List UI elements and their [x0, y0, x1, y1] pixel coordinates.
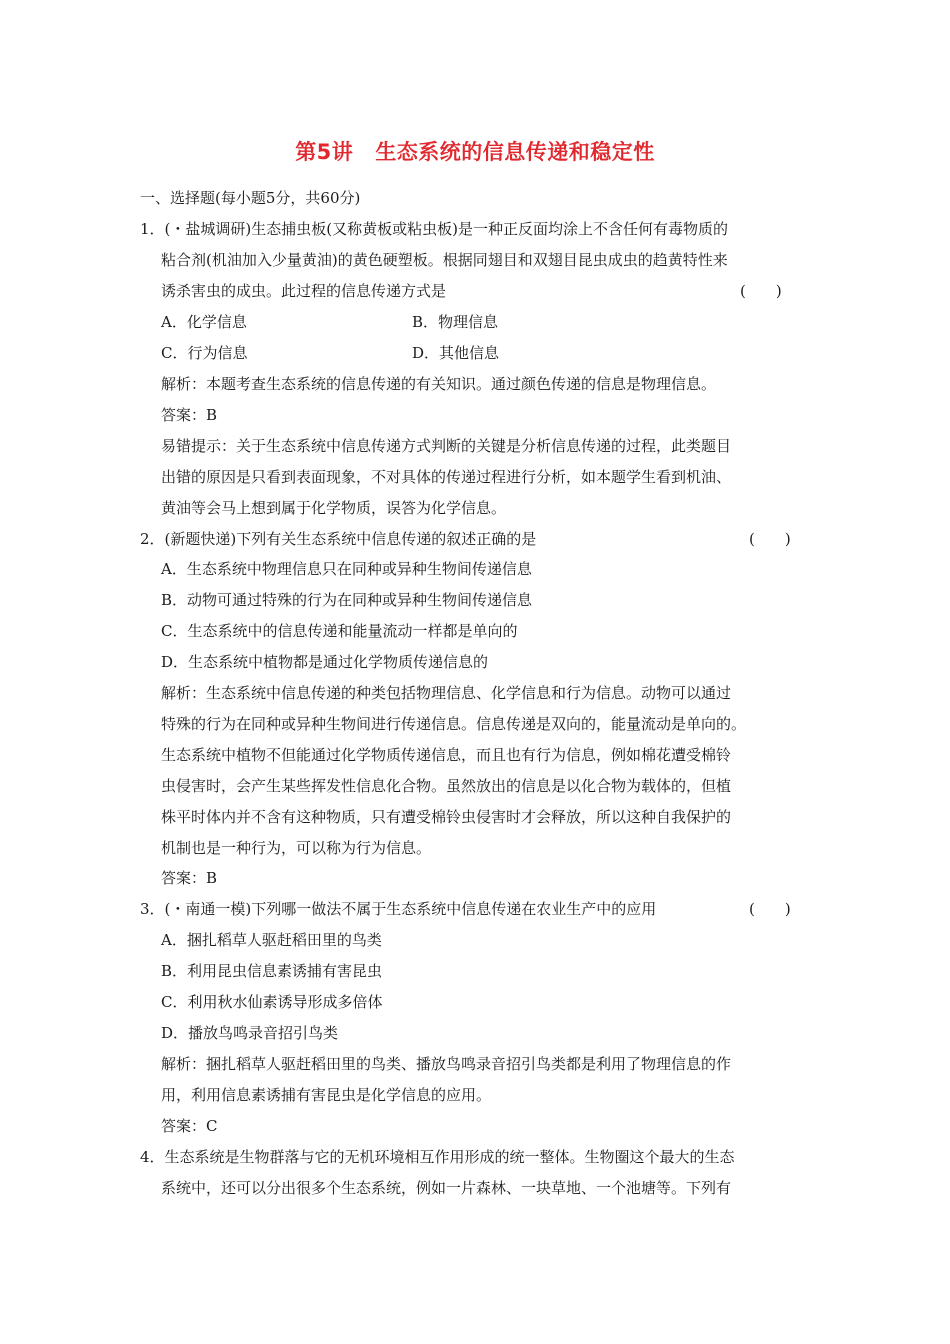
lesson-topic: 生态系统的信息传递和稳定性 [375, 140, 655, 164]
page-title [0, 136, 950, 166]
question-1-analysis: 解析：本题考查生态系统的信息传递的有关知识。通过颜色传递的信息是物理信息。 [161, 375, 717, 393]
question-1-line-3: 诱杀害虫的成虫。此过程的信息传递方式是 [161, 282, 447, 300]
question-2-analysis-line-2: 特殊的行为在同种或异种生物间进行传递信息。信息传递是双向的，能量流动是单向的。 [161, 715, 747, 733]
question-1-option-b: B．物理信息 [412, 313, 499, 331]
question-2-line-1: 2．(新题快递)下列有关生态系统中信息传递的叙述正确的是 [140, 530, 537, 548]
lesson-number: 第5讲 [295, 140, 354, 164]
question-2-analysis-line-1: 解析：生态系统中信息传递的种类包括物理信息、化学信息和行为信息。动物可以通过 [161, 684, 732, 702]
question-2-answer: 答案：B [161, 869, 218, 887]
question-2-option-c: C．生态系统中的信息传递和能量流动一样都是单向的 [161, 622, 518, 640]
question-3-answer-blank: ( ) [749, 900, 791, 918]
question-3-analysis-line-2: 用，利用信息素诱捕有害昆虫是化学信息的应用。 [161, 1086, 492, 1104]
question-3-option-a: A．捆扎稻草人驱赶稻田里的鸟类 [161, 931, 382, 949]
question-1-tip-line-3: 黄油等会马上想到属于化学物质，误答为化学信息。 [161, 499, 507, 517]
question-2-analysis-line-3: 生态系统中植物不但能通过化学物质传递信息，而且也有行为信息，例如棉花遭受棉铃 [161, 746, 732, 764]
question-2-answer-blank: ( ) [749, 530, 791, 548]
question-1-tip-line-2: 出错的原因是只看到表面现象，不对具体的传递过程进行分析，如本题学生看到机油、 [161, 468, 732, 486]
question-3-line-1: 3．(・南通一模)下列哪一做法不属于生态系统中信息传递在农业生产中的应用 [140, 900, 657, 918]
question-1-answer-blank: ( ) [740, 282, 782, 300]
question-4-line-2: 系统中，还可以分出很多个生态系统，例如一片森林、一块草地、一个池塘等。下列有 [161, 1179, 732, 1197]
question-4-line-1: 4．生态系统是生物群落与它的无机环境相互作用形成的统一整体。生物圈这个最大的生态 [140, 1148, 735, 1166]
question-1-line-2: 粘合剂(机油加入少量黄油)的黄色硬塑板。根据同翅目和双翅目昆虫成虫的趋黄特性来 [161, 251, 728, 269]
question-2-option-d: D．生态系统中植物都是通过化学物质传递信息的 [161, 653, 489, 671]
question-3-answer: 答案：C [161, 1117, 218, 1135]
question-1-option-a: A．化学信息 [161, 313, 247, 331]
question-1-option-d: D．其他信息 [412, 344, 500, 362]
question-3-option-c: C．利用秋水仙素诱导形成多倍体 [161, 993, 383, 1011]
question-2-option-b: B．动物可通过特殊的行为在同种或异种生物间传递信息 [161, 591, 533, 609]
question-2-analysis-line-6: 机制也是一种行为，可以称为行为信息。 [161, 839, 432, 857]
question-1-line-1: 1．(・盐城调研)生态捕虫板(又称黄板或粘虫板)是一种正反面均涂上不含任何有毒物质的 [140, 220, 728, 238]
question-3-option-d: D．播放鸟鸣录音招引鸟类 [161, 1024, 339, 1042]
question-3-option-b: B．利用昆虫信息素诱捕有害昆虫 [161, 962, 383, 980]
question-2-analysis-line-5: 株平时体内并不含有这种物质，只有遭受棉铃虫侵害时才会释放，所以这种自我保护的 [161, 808, 732, 826]
question-2-option-a: A．生态系统中物理信息只在同种或异种生物间传递信息 [161, 560, 532, 578]
question-1-tip-line-1: 易错提示：关于生态系统中信息传递方式判断的关键是分析信息传递的过程，此类题目 [161, 437, 732, 455]
section-heading: 一、选择题(每小题5分，共60分) [140, 189, 361, 207]
question-2-analysis-line-4: 虫侵害时，会产生某些挥发性信息化合物。虽然放出的信息是以化合物为载体的，但植 [161, 777, 732, 795]
question-3-analysis-line-1: 解析：捆扎稻草人驱赶稻田里的鸟类、播放鸟鸣录音招引鸟类都是利用了物理信息的作 [161, 1055, 732, 1073]
question-1-option-c: C．行为信息 [161, 344, 248, 362]
question-1-answer: 答案：B [161, 406, 218, 424]
